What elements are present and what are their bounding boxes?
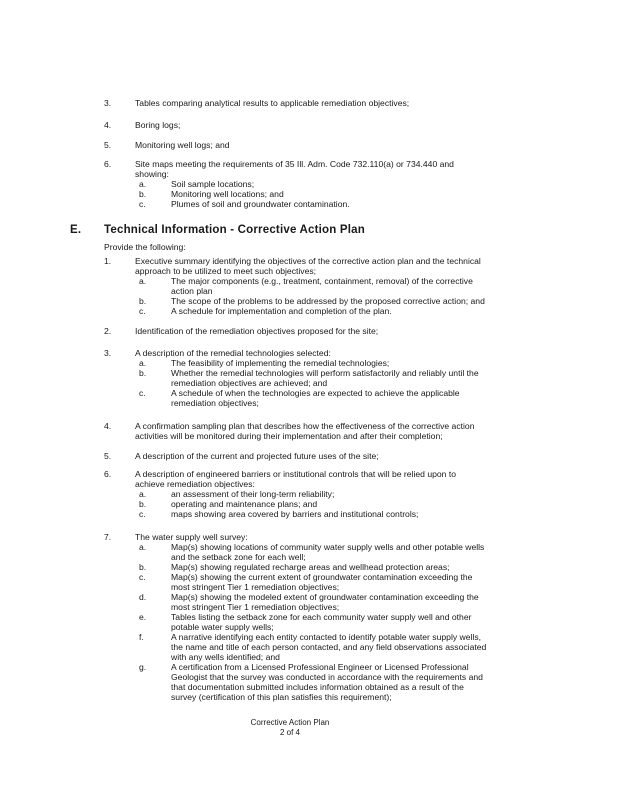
- subitem-letter: a.: [139, 276, 147, 286]
- subitem-text: Tables listing the setback zone for each community water supply well and other: [171, 612, 472, 622]
- item-7-text: The water supply well survey:: [135, 532, 248, 542]
- subitem-letter: a.: [139, 358, 147, 368]
- subitem-text: A certification from a Licensed Professional Engineer or Licensed Professional: [171, 662, 469, 672]
- subitem-text: Map(s) showing locations of community water supply wells and other potable wells: [171, 542, 485, 552]
- item-6-text: achieve remediation objectives:: [135, 479, 255, 489]
- footer-page-number: 2 of 4: [279, 728, 300, 737]
- subitem-letter: b.: [139, 499, 147, 509]
- item-1-text: Executive summary identifying the objectives of the corrective action plan and the technical: [135, 256, 481, 266]
- item-6-number: 6.: [104, 469, 112, 479]
- section-letter: E.: [70, 224, 82, 236]
- subitem-text: and the setback zone for each well;: [171, 552, 306, 562]
- subitem-text: Monitoring well locations; and: [171, 189, 284, 199]
- item-4-text: A confirmation sampling plan that describes how the effectiveness of the corrective action: [135, 421, 475, 431]
- subitem-letter: c.: [139, 306, 146, 316]
- subitem-letter: a.: [139, 542, 147, 552]
- top-item-1-number: 3.: [104, 98, 112, 108]
- subitem-text: A schedule of when the technologies are expected to achieve the applicable: [171, 388, 460, 398]
- item-6-text: A description of engineered barriers or institutional controls that will be relied upon to: [135, 469, 457, 479]
- item-4-number: 4.: [104, 421, 112, 431]
- subitem-letter: c.: [139, 572, 146, 582]
- subitem-text: action plan: [171, 286, 213, 296]
- subitem-text: that documentation submitted includes information obtained as a result of the: [171, 682, 464, 692]
- item-5-number: 5.: [104, 451, 112, 461]
- subitem-text: Map(s) showing regulated recharge areas and wellhead protection areas;: [171, 562, 450, 572]
- subitem-text: The feasibility of implementing the remedial technologies;: [171, 358, 390, 368]
- subitem-letter: c.: [139, 509, 146, 519]
- subitem-text: remediation objectives are achieved; and: [171, 378, 328, 388]
- top-item-4-text: Site maps meeting the requirements of 35 Ill. Adm. Code 732.110(a) or 734.440 and: [135, 159, 454, 169]
- subitem-text: Plumes of soil and groundwater contamination.: [171, 199, 350, 209]
- subitem-text: survey (certification of this plan satisfies this requirement);: [171, 692, 392, 702]
- subitem-text: Map(s) showing the current extent of groundwater contamination exceeding the: [171, 572, 473, 582]
- subitem-text: an assessment of their long-term reliability;: [171, 489, 335, 499]
- top-item-3-text: Monitoring well logs; and: [135, 140, 230, 150]
- item-1-text: approach to be utilized to meet such objectives;: [135, 266, 317, 276]
- section-title: Technical Information - Corrective Action Plan: [104, 224, 365, 236]
- top-item-2-text: Boring logs;: [135, 120, 181, 130]
- top-item-3-number: 5.: [104, 140, 112, 150]
- subitem-letter: a.: [139, 179, 147, 189]
- subitem-text: Whether the remedial technologies will perform satisfactorily and reliably until the: [171, 368, 479, 378]
- item-5-text: A description of the current and projected future uses of the site;: [135, 451, 379, 461]
- subitem-text: operating and maintenance plans; and: [171, 499, 318, 509]
- subitem-letter: b.: [139, 296, 147, 306]
- top-item-4-number: 6.: [104, 159, 112, 169]
- top-item-1-text: Tables comparing analytical results to applicable remediation objectives;: [135, 98, 410, 108]
- subitem-text: the name and title of each person contacted, and any field observations associated: [171, 642, 487, 652]
- subitem-text: potable water supply wells;: [171, 622, 274, 632]
- footer-title: Corrective Action Plan: [250, 718, 330, 727]
- subitem-text: Map(s) showing the modeled extent of groundwater contamination exceeding the: [171, 592, 479, 602]
- subitem-text: A schedule for implementation and completion of the plan.: [171, 306, 392, 316]
- subitem-letter: a.: [139, 489, 147, 499]
- section-intro: Provide the following:: [104, 242, 186, 252]
- subitem-letter: b.: [139, 368, 147, 378]
- subitem-text: maps showing area covered by barriers and institutional controls;: [171, 509, 419, 519]
- subitem-letter: e.: [139, 612, 147, 622]
- subitem-text: Geologist that the survey was conducted in accordance with the requirements and: [171, 672, 483, 682]
- subitem-text: A narrative identifying each entity contacted to identify potable water supply wells,: [171, 632, 482, 642]
- subitem-letter: b.: [139, 189, 147, 199]
- item-7-number: 7.: [104, 532, 112, 542]
- item-3-number: 3.: [104, 348, 112, 358]
- subitem-text: remediation objectives;: [171, 398, 259, 408]
- subitem-letter: c.: [139, 199, 146, 209]
- subitem-text: most stringent Tier 1 remediation objectives;: [171, 602, 340, 612]
- subitem-letter: f.: [139, 632, 144, 642]
- subitem-letter: c.: [139, 388, 146, 398]
- top-item-4-text: showing:: [135, 169, 169, 179]
- subitem-text: Soil sample locations;: [171, 179, 255, 189]
- subitem-text: with any wells identified; and: [171, 652, 280, 662]
- item-4-text: activities will be monitored during their implementation and after their completion;: [135, 431, 443, 441]
- item-2-number: 2.: [104, 326, 112, 336]
- item-3-text: A description of the remedial technologies selected:: [135, 348, 331, 358]
- item-1-number: 1.: [104, 256, 112, 266]
- subitem-text: The scope of the problems to be addressed by the proposed corrective action; and: [171, 296, 485, 306]
- subitem-letter: b.: [139, 562, 147, 572]
- item-2-text: Identification of the remediation objectives proposed for the site;: [135, 326, 379, 336]
- top-item-2-number: 4.: [104, 120, 112, 130]
- subitem-text: most stringent Tier 1 remediation objectives;: [171, 582, 340, 592]
- subitem-text: The major components (e.g., treatment, containment, removal) of the corrective: [171, 276, 473, 286]
- subitem-letter: g.: [139, 662, 147, 672]
- subitem-letter: d.: [139, 592, 147, 602]
